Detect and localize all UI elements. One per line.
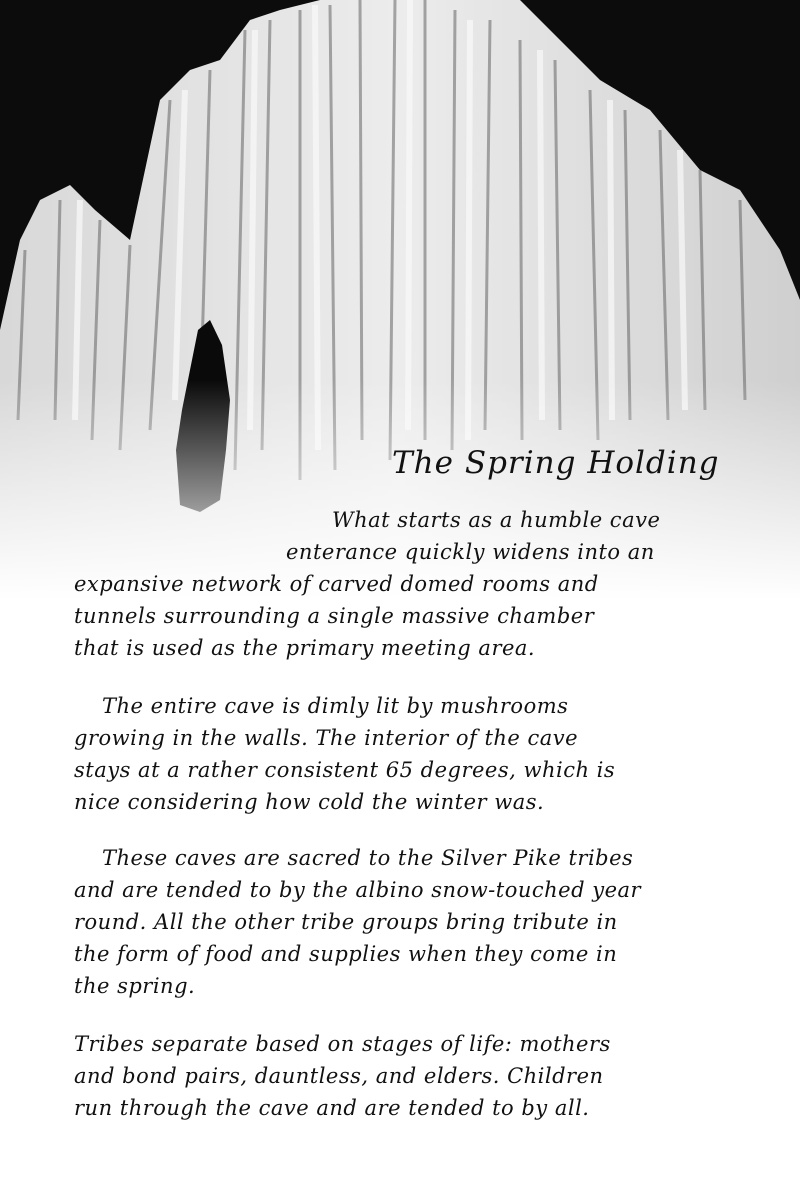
- text-line: Tribes separate based on stages of life: mothers: [74, 1032, 611, 1056]
- text-line: expansive network of carved domed rooms and: [74, 572, 599, 596]
- page-title: The Spring Holding: [392, 445, 720, 481]
- text-line: and are tended to by the albino snow-touched year: [74, 878, 642, 902]
- text-line: run through the cave and are tended to by all.: [74, 1096, 590, 1120]
- text-line: These caves are sacred to the Silver Pike tribes: [102, 846, 634, 870]
- text-line: enterance quickly widens into an: [286, 540, 655, 564]
- text-line: the form of food and supplies when they come in: [74, 942, 618, 966]
- text-line: growing in the walls. The interior of the cave: [74, 726, 579, 750]
- text-line: the spring.: [74, 974, 196, 998]
- text-line: and bond pairs, dauntless, and elders. Children: [74, 1064, 604, 1088]
- text-line: What starts as a humble cave: [332, 508, 661, 532]
- text-line: tunnels surrounding a single massive chamber: [74, 604, 595, 628]
- text-line: The entire cave is dimly lit by mushrooms: [102, 694, 569, 718]
- paragraph-tribes: [74, 1028, 734, 1124]
- paragraph-sacred-caves: [74, 842, 734, 1002]
- paragraph-lighting: [74, 690, 734, 818]
- text-line: round. All the other tribe groups bring tribute in: [74, 910, 618, 934]
- paragraph-cave-description: [74, 504, 734, 664]
- text-line: stays at a rather consistent 65 degrees, which is: [74, 758, 616, 782]
- text-line: nice considering how cold the winter was.: [74, 790, 545, 814]
- text-line: that is used as the primary meeting area.: [74, 636, 536, 660]
